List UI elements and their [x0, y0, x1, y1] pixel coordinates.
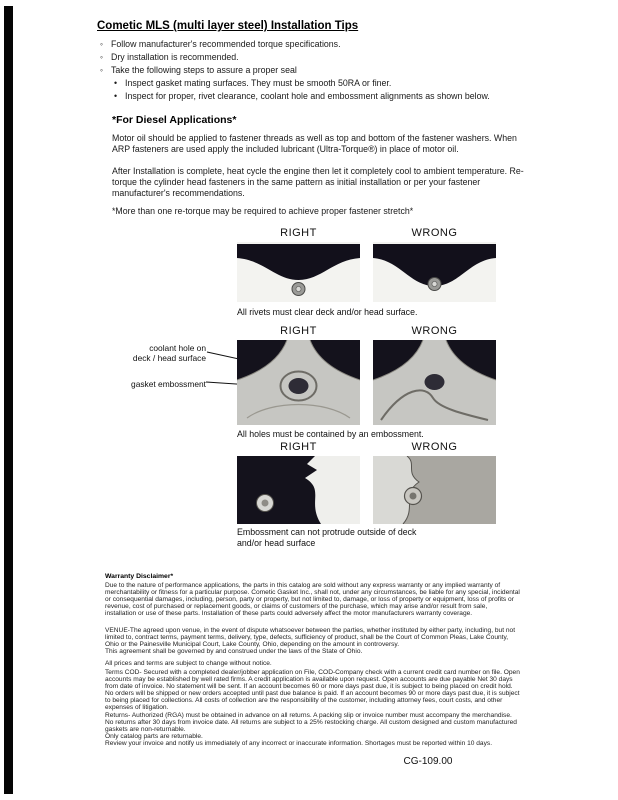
- returns-paragraph: Returns- Authorized (RGA) must be obtained in advance on all returns. A packing slip or invoice number must accompany the merchandise. No returns after 30 days from invoice date. All returns are subject to a 25% restocking charge. All custom designed and custom manufactured gaskets are non-returnable.: [105, 712, 517, 733]
- bullet-marker: ◦: [100, 52, 104, 62]
- returnable-note: [105, 734, 520, 748]
- governing-law-text: This agreement shall be governed by and construed under the laws of the State of Ohio.: [105, 647, 363, 655]
- diesel-paragraph-1: Motor oil should be applied to fastener threads as well as top and bottom of the fastener washers. When ARP fasteners are used apply the included lubricant (Ultra-Torque®) in place of motor oil.: [112, 133, 517, 154]
- page-title: Cometic MLS (multi layer steel) Installation Tips: [97, 20, 359, 32]
- row3-caption: [237, 527, 416, 549]
- list-item: [114, 90, 560, 103]
- row2-wrong-label: WRONG: [411, 325, 458, 337]
- rivet-clear-illustration: [237, 242, 360, 302]
- installation-tips-list: [100, 38, 560, 103]
- row2-caption: All holes must be contained by an embossment.: [237, 429, 424, 439]
- coolant-hole-label: [116, 343, 206, 363]
- tip-text: Dry installation is recommended.: [111, 52, 239, 62]
- row3-caption-line1: Embossment can not protrude outside of deck: [237, 527, 417, 537]
- row3-right-label: RIGHT: [280, 441, 317, 453]
- row3-caption-line2: and/or head surface: [237, 538, 316, 548]
- tip-text: Inspect for proper, rivet clearance, coolant hole and embossment alignments as shown below.: [125, 91, 490, 101]
- terms-cod-paragraph: Terms COD- Secured with a completed dealer/jobber application on File, COD-Company check with a current credit card number on file. Open accounts may be established by well rated firms. A credit application is available upon request. Open accounts are due payable Net 30 days from date of invoice. No statement will be sent. If an account becomes 60 or more days past due, it is subject to being placed on credit hold. No orders will be shipped or new orders accepted until past due balance is paid. If an account becomes 90 or more days past due, it is subject to being placed for collections. All costs of collection are the responsibility of the customer, including attorney fees, court costs, and other expenses of litigation.: [105, 669, 520, 711]
- list-item: [100, 51, 560, 64]
- venue-paragraph: [105, 628, 520, 656]
- diesel-paragraph-2: After Installation is complete, heat cycle the engine then let it completely cool to ambient temperature. Re-torque the cylinder head fasteners in the same pattern as initial installation or per your fastener manufacturer's recommendations.: [112, 166, 524, 198]
- diesel-section-heading: *For Diesel Applications*: [112, 114, 237, 126]
- hole-not-contained-illustration: [373, 340, 496, 425]
- embossment-inside-illustration: [237, 456, 360, 524]
- rivet-right-figure: [237, 242, 360, 302]
- protrusion-right-figure: [237, 456, 360, 524]
- gasket-embossment-label: gasket embossment: [131, 379, 206, 389]
- bullet-marker: •: [114, 91, 118, 101]
- coolant-hole-label-line1: coolant hole on: [149, 343, 206, 353]
- warranty-disclaimer-heading: Warranty Disclaimer*: [105, 573, 174, 580]
- bullet-marker: ◦: [100, 65, 104, 75]
- row1-right-label: RIGHT: [280, 227, 317, 239]
- catalog-parts-note: Only catalog parts are returnable.: [105, 733, 203, 740]
- list-item: [114, 77, 560, 90]
- bullet-marker: •: [114, 78, 118, 88]
- list-item: [100, 38, 560, 51]
- row2-right-label: RIGHT: [280, 325, 317, 337]
- hole-contained-illustration: [237, 340, 360, 425]
- bullet-marker: ◦: [100, 39, 104, 49]
- protrusion-wrong-figure: [373, 456, 496, 524]
- row3-wrong-label: WRONG: [411, 441, 458, 453]
- review-invoice-note: Review your invoice and notify us immediately of any incorrect or inaccurate information. Shortages must be reported within 10 days.: [105, 739, 493, 747]
- embossment-protruding-illustration: [373, 456, 496, 524]
- embossment-wrong-figure: [373, 340, 496, 425]
- warranty-paragraph: Due to the nature of performance applications, the parts in this catalog are sold without any express warranty or any implied warranty of merchantability or fitness for a particular purpose. Cometic Gasket Inc., shall not, under any circumstances, be liable for any special, incidental or consequential damages, including, person, party or property, but not limited to, damage, or loss of property or equipment, loss of profits or revenue, cost of purchased or replacement goods, or claims of customers of the purchase, which may arise and/or result from sale, installation or use of these parts. Installation of these parts could adversely affect the motor manufacturers warranty coverage.: [105, 582, 520, 617]
- row1-caption: All rivets must clear deck and/or head surface.: [237, 307, 418, 317]
- tip-text: Take the following steps to assure a proper seal: [111, 65, 297, 75]
- row1-wrong-label: WRONG: [411, 227, 458, 239]
- list-item: [100, 64, 560, 77]
- coolant-hole-label-line2: deck / head surface: [132, 353, 206, 363]
- prices-terms-note: All prices and terms are subject to change without notice.: [105, 660, 272, 667]
- tip-text: Inspect gasket mating surfaces. They must be smooth 50RA or finer.: [125, 78, 392, 88]
- tip-text: Follow manufacturer's recommended torque specifications.: [111, 39, 341, 49]
- venue-text: VENUE-The agreed upon venue, in the event of dispute whatsoever between the parties, whether instituted by either party, including, but not limited to, contract terms, payment terms, delivery, type, defects, sufficiency of product, shall be the Court of Common Pleas, Lake County, Ohio or the Painesville Municipal Court, Lake County, Ohio, depending on the amount in controversy.: [105, 627, 516, 648]
- spine-bar: [4, 6, 13, 794]
- retorque-note: *More than one re-torque may be required to achieve proper fastener stretch*: [112, 206, 414, 216]
- rivet-wrong-figure: [373, 242, 496, 302]
- rivet-overlap-illustration: [373, 242, 496, 302]
- page-number: CG-109.00: [403, 756, 453, 767]
- embossment-right-figure: [237, 340, 360, 425]
